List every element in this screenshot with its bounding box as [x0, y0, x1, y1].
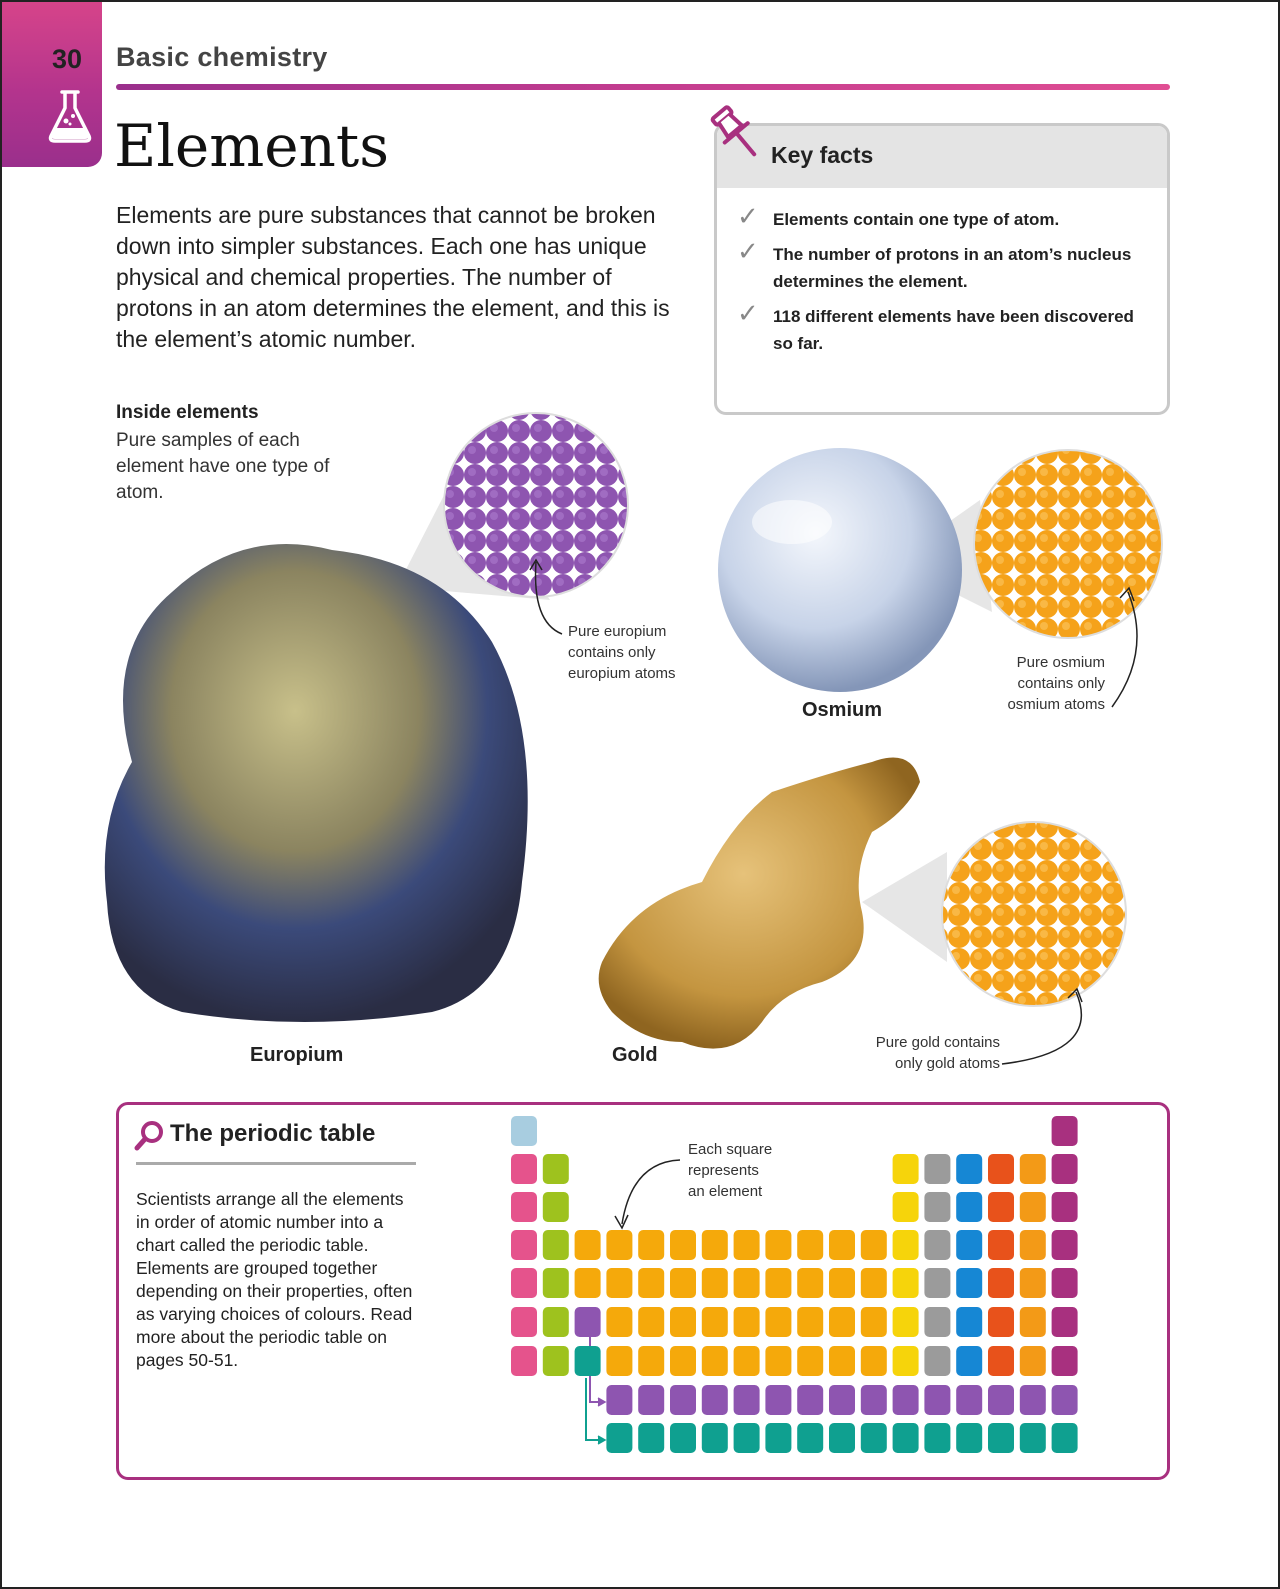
element-square [988, 1385, 1014, 1415]
element-square [988, 1154, 1014, 1184]
element-square [638, 1346, 664, 1376]
element-square [956, 1385, 982, 1415]
element-square [765, 1385, 791, 1415]
element-square [1020, 1192, 1046, 1222]
element-square [924, 1230, 950, 1260]
element-square [893, 1423, 919, 1453]
element-square [988, 1346, 1014, 1376]
element-square [797, 1230, 823, 1260]
gold-caption: Gold [612, 1044, 658, 1066]
element-square [1020, 1307, 1046, 1337]
element-square [702, 1385, 728, 1415]
element-square [511, 1192, 537, 1222]
element-square [702, 1268, 728, 1298]
check-icon: ✓ [737, 298, 759, 328]
element-square [638, 1307, 664, 1337]
element-square [638, 1423, 664, 1453]
section-title: Basic chemistry [116, 42, 328, 72]
check-icon: ✓ [737, 236, 759, 266]
element-square [606, 1423, 632, 1453]
element-square [924, 1385, 950, 1415]
element-square [734, 1230, 760, 1260]
osmium-label: Pure osmium contains only osmium atoms [1007, 654, 1105, 713]
element-square [956, 1346, 982, 1376]
element-square [924, 1268, 950, 1298]
element-square [734, 1423, 760, 1453]
element-square [765, 1230, 791, 1260]
element-square [988, 1268, 1014, 1298]
element-square [606, 1230, 632, 1260]
element-square [543, 1192, 569, 1222]
element-square [670, 1307, 696, 1337]
element-square [765, 1307, 791, 1337]
element-square [511, 1268, 537, 1298]
element-square [575, 1268, 601, 1298]
element-square [638, 1268, 664, 1298]
element-square [829, 1385, 855, 1415]
element-square [1020, 1423, 1046, 1453]
element-square [543, 1268, 569, 1298]
check-icon: ✓ [737, 201, 759, 231]
element-square [861, 1307, 887, 1337]
periodic-table-text: Scientists arrange all the elements in order of atomic number into a chart called the periodic table. Elements are grouped together depending on their properties, often as varying choices of colours. Read more about the periodic table on pages 50-51. [136, 1189, 413, 1370]
element-square [734, 1307, 760, 1337]
element-square [893, 1230, 919, 1260]
element-square [956, 1268, 982, 1298]
element-square [1052, 1230, 1078, 1260]
element-square [670, 1230, 696, 1260]
element-square [765, 1423, 791, 1453]
page-title: Elements [114, 112, 389, 180]
element-square [1020, 1346, 1046, 1376]
element-square [702, 1307, 728, 1337]
element-square [1052, 1307, 1078, 1337]
element-square [1052, 1116, 1078, 1146]
element-square [829, 1346, 855, 1376]
element-square [861, 1268, 887, 1298]
element-square [829, 1268, 855, 1298]
element-square [956, 1423, 982, 1453]
element-square [1052, 1423, 1078, 1453]
element-square [893, 1307, 919, 1337]
element-square [988, 1423, 1014, 1453]
element-square [893, 1385, 919, 1415]
element-square [702, 1230, 728, 1260]
element-square [511, 1346, 537, 1376]
element-square [1052, 1346, 1078, 1376]
intro-paragraph: Elements are pure substances that cannot be broken down into simpler substances. Each one has unique physical and chemical properties. The number of protons in an atom determines the element, and this is the element’s atomic number. [116, 202, 670, 352]
element-square [797, 1346, 823, 1376]
element-square [638, 1385, 664, 1415]
element-square [670, 1423, 696, 1453]
element-square [988, 1307, 1014, 1337]
key-fact-item: ✓ 118 different elements have been discovered so far. [737, 298, 1134, 353]
element-square [511, 1116, 537, 1146]
element-square [861, 1385, 887, 1415]
element-square [829, 1230, 855, 1260]
element-square [543, 1307, 569, 1337]
element-square [734, 1268, 760, 1298]
element-square [861, 1346, 887, 1376]
element-square [924, 1307, 950, 1337]
element-square [797, 1307, 823, 1337]
element-square [924, 1423, 950, 1453]
key-fact-item: ✓ The number of protons in an atom’s nucleus determines the element. [737, 236, 1132, 291]
element-square [956, 1154, 982, 1184]
element-square [924, 1192, 950, 1222]
element-square [893, 1192, 919, 1222]
element-square [893, 1268, 919, 1298]
page-number: 30 [52, 44, 83, 74]
element-square [511, 1230, 537, 1260]
gold-label: Pure gold contains only gold atoms [875, 1034, 1000, 1072]
element-square [893, 1154, 919, 1184]
element-square [988, 1192, 1014, 1222]
element-square [861, 1230, 887, 1260]
element-square [956, 1307, 982, 1337]
element-square [988, 1230, 1014, 1260]
element-square [893, 1346, 919, 1376]
osmium-caption: Osmium [802, 699, 883, 721]
element-square [765, 1346, 791, 1376]
key-facts-title: Key facts [771, 142, 874, 168]
periodic-table-annotation: Each square represents an element [688, 1141, 773, 1200]
element-square [543, 1230, 569, 1260]
element-square [765, 1268, 791, 1298]
element-square [606, 1346, 632, 1376]
periodic-table-title: The periodic table [170, 1120, 376, 1147]
element-square [1052, 1385, 1078, 1415]
element-square [702, 1423, 728, 1453]
element-square [511, 1307, 537, 1337]
element-square [861, 1423, 887, 1453]
element-square [797, 1268, 823, 1298]
element-square [702, 1346, 728, 1376]
element-square [1020, 1268, 1046, 1298]
element-square [956, 1230, 982, 1260]
element-square [1020, 1385, 1046, 1415]
element-square [1052, 1192, 1078, 1222]
element-square [1020, 1230, 1046, 1260]
element-square [797, 1385, 823, 1415]
europium-label: Pure europium contains only europium atoms [568, 623, 676, 682]
element-square [606, 1385, 632, 1415]
element-square [511, 1154, 537, 1184]
key-fact-item: ✓ Elements contain one type of atom. [737, 201, 1060, 231]
element-square [606, 1307, 632, 1337]
element-square [575, 1307, 601, 1337]
element-square [734, 1346, 760, 1376]
element-square [734, 1385, 760, 1415]
inside-elements-heading: Inside elements [116, 402, 259, 423]
element-square [575, 1346, 601, 1376]
periodic-table-diagram [2, 2, 1280, 1589]
element-square [670, 1385, 696, 1415]
element-square [670, 1346, 696, 1376]
element-square [829, 1307, 855, 1337]
element-square [1052, 1268, 1078, 1298]
europium-caption: Europium [250, 1044, 344, 1066]
element-square [829, 1423, 855, 1453]
element-square [543, 1346, 569, 1376]
element-square [924, 1154, 950, 1184]
element-square [543, 1154, 569, 1184]
element-square [606, 1268, 632, 1298]
element-square [1052, 1154, 1078, 1184]
element-square [670, 1268, 696, 1298]
inside-elements-text: Pure samples of each element have one type of atom. [116, 430, 330, 503]
element-square [575, 1230, 601, 1260]
element-square [956, 1192, 982, 1222]
element-square [638, 1230, 664, 1260]
element-square [797, 1423, 823, 1453]
element-square [924, 1346, 950, 1376]
element-square [1020, 1154, 1046, 1184]
